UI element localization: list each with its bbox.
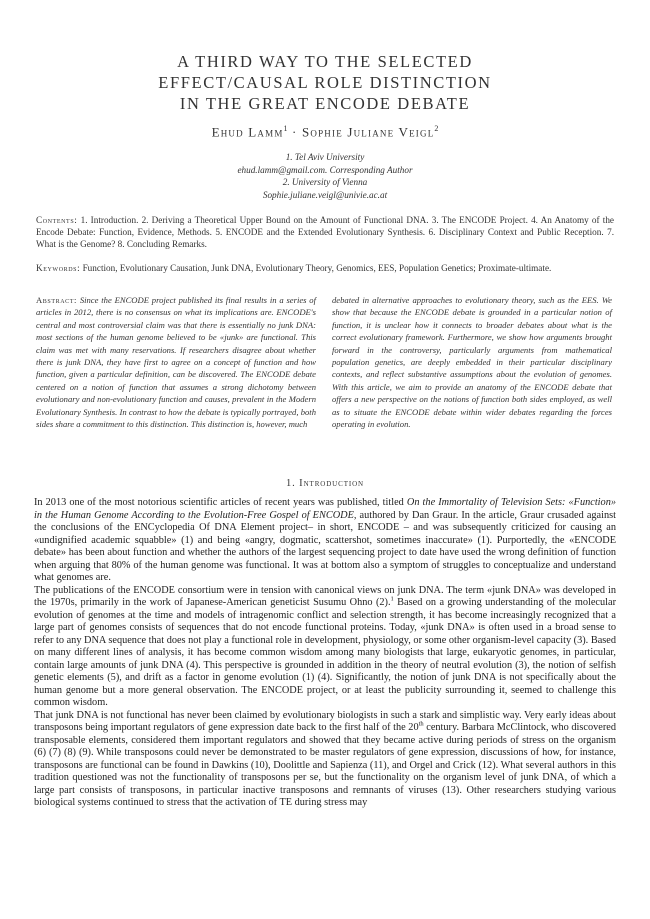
title-line-1: A THIRD WAY TO THE SELECTED	[177, 52, 473, 71]
paragraph-1-text-a: In 2013 one of the most notorious scientific articles of recent years was published, titled	[34, 497, 407, 508]
affiliation-1: 1. Tel Aviv University	[285, 152, 365, 162]
abstract-label: Abstract:	[36, 295, 77, 305]
paragraph-3-text-a: That junk DNA is not functional has never been claimed by evolutionary biologists in such a stark and simplistic way. Very early ideas about transposons being important regulators of gene expression date back to the first half of the 20	[34, 709, 616, 733]
corresponding-email: ehud.lamm@gmail.com. Corresponding Author	[237, 164, 413, 175]
title-line-2: EFFECT/CAUSAL ROLE DISTINCTION	[158, 73, 492, 92]
author-2-mark: 2	[434, 124, 439, 133]
contents-label: Contents:	[36, 215, 78, 225]
footnote-marker: 1	[390, 595, 394, 603]
paragraph-1	[34, 497, 616, 585]
paragraph-2-text-a: The publications of the ENCODE consortium were in tension with canonical views on junk DNA. The term «junk DNA» was developed in the 1970s, primarily in the work of Japanese-American geneticist Susumu Ohno (2).	[34, 584, 616, 608]
keywords-text: Function, Evolutionary Causation, Junk DNA, Evolutionary Theory, Genomics, EES, Population Genetics; Proximate-ultimate.	[82, 263, 552, 273]
author-1-mark: 1	[283, 124, 288, 133]
ordinal-suffix: th	[418, 720, 424, 728]
author-separator: ·	[291, 124, 298, 140]
paragraph-1-text-b: authored by Dan Graur. In the article, Graur crusaded against the conclusions of the ENCyclopedia Of DNA Element project– in short, ENCODE – and was subsequently criticized for causing an «undignified academic squabble» (1) and being «angry, dogmatic, scattershot, sometimes inaccurate» (1). Purportedly, the «ENCODE debate» has been about function and whether the authors of the largest sequencing project to date have used the wrong definition of function when arguing that 80% of the human genome was functional. It was at bottom also a symptom of struggles to conceptualize and understand what genomes are.	[34, 509, 616, 583]
paragraph-3	[34, 710, 616, 810]
section-heading-introduction: 1. Introduction	[285, 478, 365, 489]
paragraph-2-text-b: Based on a growing understanding of the molecular evolution of genomes at the time and models of intragenomic conflict and selection strength, it has become increasingly recognized that a large part of genomes consists of sequences that do not encode functional proteins. Today, «junk DNA» is often used in a broad sense to refer to any DNA sequence that does not play a functional role in development, physiology, or some other organism-level capacity (3). Based on many different lines of analysis, it has become common wisdom among many biologists that large, eukaryotic genomes, in particular, contain large amounts of junk DNA (4). This perspective is grounded in addition in the theory of neutral evolution (3), the notion of selfish genetic elements (5), and drift as a factor in genome evolution (1) (4). Significantly, the notion of junk DNA is not specifically about the human genome but a more general observation. The ENCODE project, or at least the publicity surrounding it, seemed to challenge this common wisdom.	[34, 597, 616, 708]
keywords-block	[36, 262, 614, 274]
abstract-column-1	[36, 294, 316, 430]
author-line	[0, 124, 650, 140]
author-2: Sophie Juliane Veigl	[301, 124, 435, 140]
paper-title	[0, 51, 650, 114]
title-line-3: IN THE GREAT ENCODE DEBATE	[179, 94, 471, 113]
introduction-body	[34, 497, 616, 810]
author-1: Ehud Lamm	[211, 124, 284, 140]
contents-text: 1. Introduction. 2. Deriving a Theoretical Upper Bound on the Amount of Functional DNA. 3. The ENCODE Project. 4. An Anatomy of the Encode Debate: Function, Evidence, Methods. 5. ENCODE and the Extended Evolutionary Synthesis. 6. Disciplinary Context and Public Reception. 7. What is the Genome? 8. Concluding Remarks.	[36, 215, 614, 249]
contents-block	[36, 214, 614, 250]
paragraph-2	[34, 585, 616, 710]
keywords-label: Keywords:	[36, 263, 81, 273]
abstract-column-2	[332, 294, 612, 430]
paragraph-3-text-b: century. Barbara McClintock, who discovered transposable elements, considered them important regulators and showed that they became active during periods of stress on the organism (6) (7) (8) (9). While transposons could never be demonstrated to be master regulators of gene expression, discussions of how, for instance, transposons are functional can be found in Dawkins (10), Doolittle and Sapienza (11), and Orgel and Crick (12). What several authors in this tradition questioned was not the functionality of transposons per se, but the functionality on the organism level of junk DNA, of which a large part consists of transposons, in particular inactive transposons and remnants of viruses (13). Other researchers studying various biological systems continued to stress that the activation of TE during stress may	[34, 722, 617, 808]
cited-article-title: On the Immortality of Television Sets: «Function» in the Human Genome According to the Evolution-Free Gospel of ENCODE,	[34, 497, 616, 521]
affiliations	[0, 151, 650, 201]
abstract-text-1: Since the ENCODE project published its final results in a series of articles in 2012, there is no consensus on what its implications are. ENCODE's central and most controversial claim was that there is essentially no junk DNA: most sections of the human genome believed to be «junk» are functional. This claim was met with many reservations. If researchers disagree about whether there is junk DNA, they have first to agree on a concept of function and how function, given a particular definition, can be discovered. The ENCODE debate centered on a notion of function that assumes a strong dichotomy between evolutionary and non-evolutionary function and causes, prevalent in the Modern Evolutionary Synthesis. In contrast to how the debate is typically portrayed, both sides share a commitment to this distinction. This distinction is, however, much	[36, 295, 316, 430]
author-2-email: Sophie.juliane.veigl@univie.ac.at	[262, 189, 388, 200]
affiliation-2: 2. University of Vienna	[282, 177, 368, 188]
abstract-text-2: debated in alternative approaches to evolutionary theory, such as the EES. We show that because the ENCODE debate is grounded in a particular notion of function, it is unclear how it connects to broader debates about what is the correct evolutionary framework. Furthermore, we show how arguments brought forward in the controversy, particularly arguments from mathematical population genetics, are deeply embedded in their particular disciplinary contexts, and reflect substantive assumptions about the evolution of genomes. With this article, we aim to provide an anatomy of the ENCODE debate that offers a new perspective on the notions of function both sides employed, as well as to situate the ENCODE debate within wider debates regarding the forces operating in evolution.	[332, 295, 612, 430]
